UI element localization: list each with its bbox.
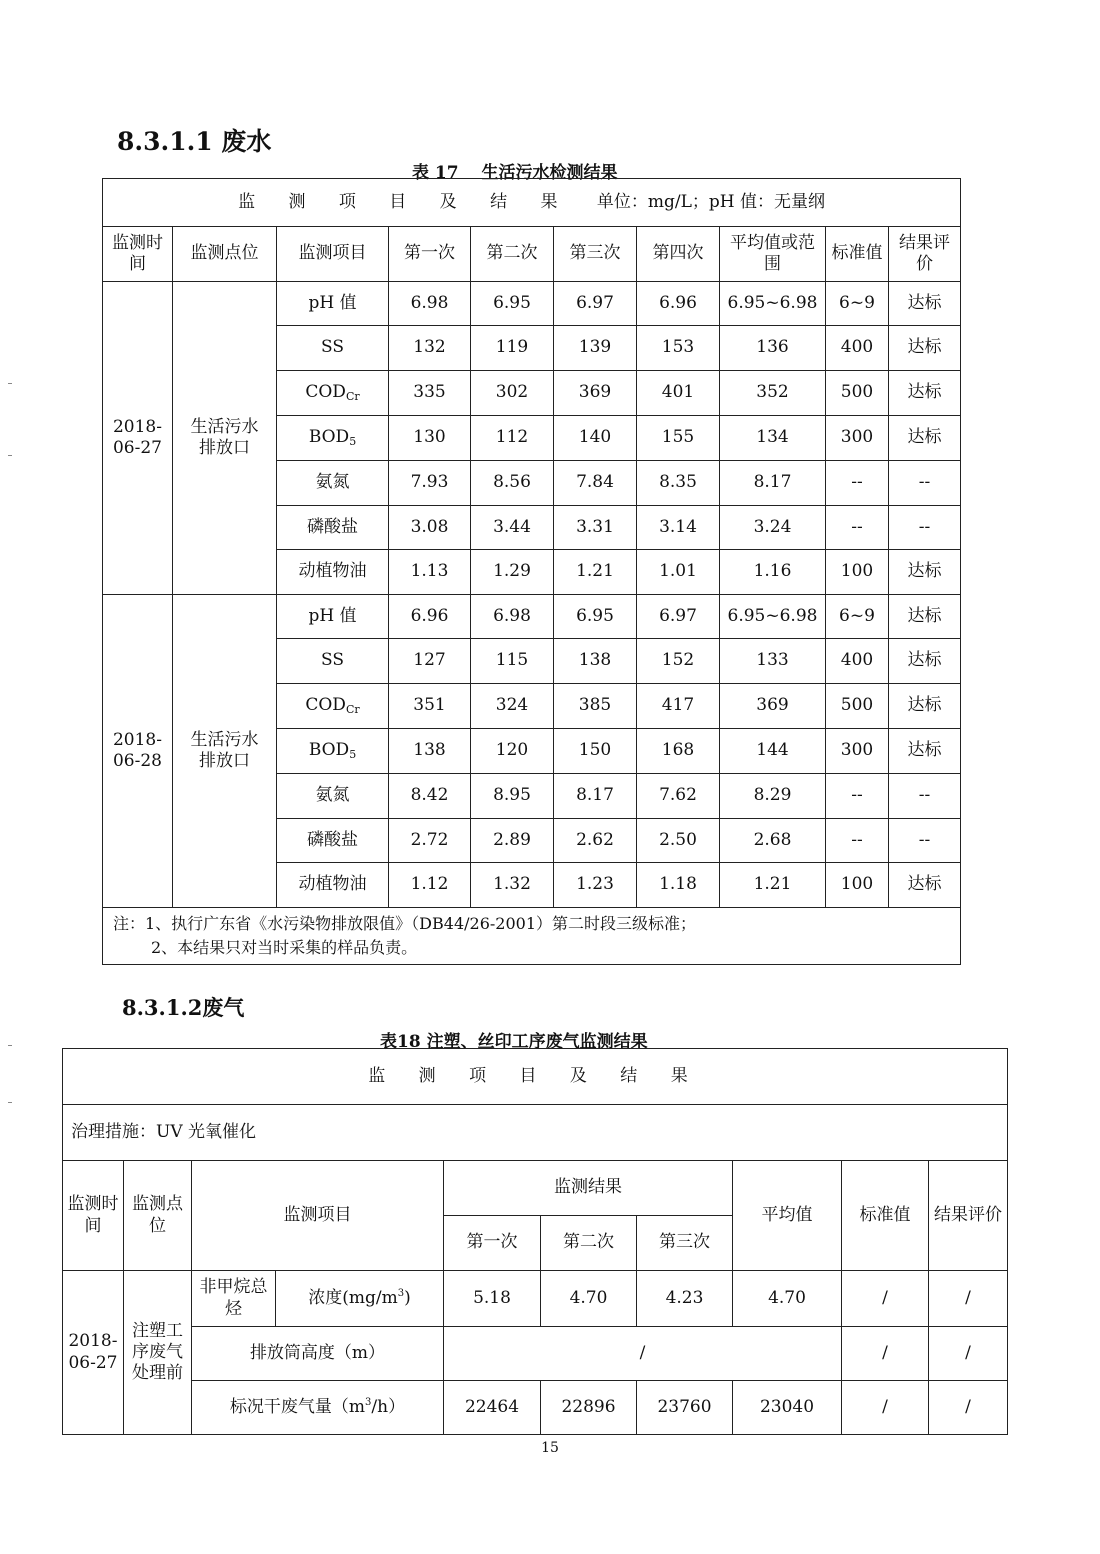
cell-item [277,550,389,595]
cell-evaluation: 达标 [889,326,961,371]
scan-mark [8,1045,12,1046]
cell-first: 351 [389,684,471,729]
table17-header-row [103,179,961,227]
cell-first: 138 [389,729,471,774]
cell-date: 2018-06-27 [63,1271,124,1435]
item-subscript: Cr [345,390,360,404]
cell-conc-average: 4.70 [733,1271,842,1327]
cell-flow-label [192,1381,444,1435]
cell-evaluation: 达标 [889,416,961,461]
col-header-point: 监测点位 [124,1161,192,1271]
cell-third: 3.31 [554,506,637,550]
cell-flow-evaluation: / [929,1381,1008,1435]
col-header-average: 平均值或范围 [720,227,826,282]
cell-evaluation: 达标 [889,863,961,908]
cell-average: 352 [720,371,826,416]
item-name: BOD [308,740,350,761]
cell-third: 1.23 [554,863,637,908]
cell-item [277,371,389,416]
cell-evaluation: 达标 [889,684,961,729]
cell-standard: 6~9 [826,282,889,326]
col-header-item: 监测项目 [277,227,389,282]
col-header-evaluation: 结果评价 [889,227,961,282]
cell-standard: -- [826,506,889,550]
col-header-average: 平均值 [733,1161,842,1271]
col-header-point: 监测点位 [173,227,277,282]
cell-average: 134 [720,416,826,461]
cell-fourth: 3.14 [637,506,720,550]
section-heading-exhaust-gas: 8.3.1.2废气 [122,995,245,1020]
col-header-first: 第一次 [444,1216,541,1271]
cell-third: 2.62 [554,819,637,863]
scan-mark [8,383,12,384]
cell-standard: -- [826,461,889,506]
note-line-1: 注：1、执行广东省《水污染物排放限值》（DB44/26-2001）第二时段三级标准； [113,914,697,933]
cell-second: 8.95 [471,774,554,819]
cell-average: 2.68 [720,819,826,863]
cell-item [277,506,389,550]
concentration-label-text: 浓度(mg/m [308,1287,398,1308]
cell-fourth: 2.50 [637,819,720,863]
cell-fourth: 6.97 [637,595,720,639]
cell-evaluation: -- [889,506,961,550]
col-header-first: 第一次 [389,227,471,282]
col-header-second: 第二次 [471,227,554,282]
cell-third: 140 [554,416,637,461]
cell-flow-second: 22896 [541,1381,637,1435]
cell-item [277,416,389,461]
cell-third: 150 [554,729,637,774]
section-heading-wastewater: 8.3.1.1 废水 [117,127,272,156]
cell-evaluation: 达标 [889,371,961,416]
cell-first: 130 [389,416,471,461]
cell-item [277,595,389,639]
cell-item [277,639,389,684]
cell-point: 生活污水排放口 [173,282,277,595]
cell-third: 1.21 [554,550,637,595]
item-subscript: Cr [345,703,360,717]
cell-standard: 300 [826,416,889,461]
table18-row-stack-height [63,1327,1008,1381]
cell-average: 1.21 [720,863,826,908]
item-subscript: 5 [349,748,357,762]
cell-fourth: 7.62 [637,774,720,819]
cell-third: 6.95 [554,595,637,639]
cell-flow-third: 23760 [637,1381,733,1435]
cell-average: 1.16 [720,550,826,595]
cell-first: 1.12 [389,863,471,908]
cell-item [277,774,389,819]
cell-flow-standard: / [842,1381,929,1435]
cell-first: 1.13 [389,550,471,595]
cell-fourth: 152 [637,639,720,684]
cell-third: 8.17 [554,774,637,819]
cell-standard: -- [826,819,889,863]
item-name: 磷酸盐 [307,516,358,537]
cell-height-value: / [444,1327,842,1381]
cell-third: 6.97 [554,282,637,326]
table17-note-row [103,908,961,965]
scan-mark [8,1102,12,1103]
cell-standard: 400 [826,639,889,684]
table17-unit-label: 单位：mg/L；pH 值：无量纲 [596,191,826,212]
cell-conc-evaluation: / [929,1271,1008,1327]
cell-second: 302 [471,371,554,416]
cell-second: 2.89 [471,819,554,863]
cell-second: 119 [471,326,554,371]
table17-note [103,908,961,965]
table17-body [103,282,961,908]
cell-standard: 500 [826,684,889,729]
item-name: SS [321,337,344,358]
cell-nmhc: 非甲烷总烃 [192,1271,276,1327]
page-number: 15 [541,1440,559,1456]
flow-label-text: 标况干废气量（m [229,1396,366,1417]
cell-first: 132 [389,326,471,371]
col-header-results: 监测结果 [444,1161,733,1216]
cell-standard: 500 [826,371,889,416]
cell-item [277,282,389,326]
cell-evaluation: 达标 [889,282,961,326]
cell-item [277,819,389,863]
col-header-third: 第三次 [637,1216,733,1271]
cell-second: 1.32 [471,863,554,908]
cell-standard: 100 [826,863,889,908]
cell-point: 注塑工序废气处理前 [124,1271,192,1435]
table18-treatment: 治理措施：UV 光氧催化 [63,1105,1008,1161]
cell-average: 6.95~6.98 [720,595,826,639]
cell-first: 335 [389,371,471,416]
cell-average: 369 [720,684,826,729]
cell-second: 3.44 [471,506,554,550]
flow-label-close: /h） [371,1396,406,1417]
cell-third: 138 [554,639,637,684]
item-name: COD [305,382,346,403]
item-name: pH 值 [308,605,357,626]
cell-item [277,461,389,506]
table18-row-concentration [63,1271,1008,1327]
cell-conc-standard: / [842,1271,929,1327]
col-header-evaluation: 结果评价 [929,1161,1008,1271]
cell-fourth: 417 [637,684,720,729]
cell-fourth: 6.96 [637,282,720,326]
cell-date: 2018-06-27 [103,282,173,595]
cell-flow-first: 22464 [444,1381,541,1435]
col-header-second: 第二次 [541,1216,637,1271]
item-subscript: 5 [349,435,357,449]
item-name: BOD [308,427,350,448]
cell-second: 1.29 [471,550,554,595]
cell-first: 3.08 [389,506,471,550]
item-name: pH 值 [308,292,357,313]
cell-flow-average: 23040 [733,1381,842,1435]
table18-caption: 表18 注塑、丝印工序废气监测结果 [380,1032,648,1052]
table-row [103,282,961,326]
cell-first: 6.96 [389,595,471,639]
note-line-2: 2、本结果只对当时采集的样品负责。 [151,938,418,957]
item-name: 动植物油 [298,561,367,582]
cell-second: 112 [471,416,554,461]
cell-concentration-label [276,1271,444,1327]
scan-mark [8,455,12,456]
cell-average: 144 [720,729,826,774]
cell-average: 136 [720,326,826,371]
cell-second: 324 [471,684,554,729]
cell-fourth: 168 [637,729,720,774]
cell-date: 2018-06-28 [103,595,173,908]
cell-standard: -- [826,774,889,819]
table18-header: 监 测 项 目 及 结 果 [63,1049,1008,1105]
cell-fourth: 153 [637,326,720,371]
table18-column-header-row-1 [63,1161,1008,1216]
col-header-item: 监测项目 [192,1161,444,1271]
cell-evaluation: -- [889,819,961,863]
cell-fourth: 1.01 [637,550,720,595]
cell-first: 8.42 [389,774,471,819]
cell-third: 7.84 [554,461,637,506]
col-header-time: 监测时间 [103,227,173,282]
item-name: SS [321,650,344,671]
cell-conc-first: 5.18 [444,1271,541,1327]
item-name: 氨氮 [315,472,350,493]
cell-evaluation: 达标 [889,550,961,595]
cell-height-label: 排放筒高度（m） [192,1327,444,1381]
table17-header [103,179,961,227]
cell-second: 120 [471,729,554,774]
table17-column-header-row [103,227,961,282]
cell-evaluation: 达标 [889,639,961,684]
cell-item [277,684,389,729]
cell-height-evaluation: / [929,1327,1008,1381]
item-name: 动植物油 [298,874,367,895]
item-name: 氨氮 [315,785,350,806]
cell-fourth: 8.35 [637,461,720,506]
table17-header-label: 监 测 项 目 及 结 果 [238,191,572,212]
cell-second: 115 [471,639,554,684]
cell-standard: 100 [826,550,889,595]
cell-average: 6.95~6.98 [720,282,826,326]
concentration-label-close: ) [404,1287,411,1308]
cell-second: 6.95 [471,282,554,326]
cell-conc-third: 4.23 [637,1271,733,1327]
cell-point: 生活污水排放口 [173,595,277,908]
cell-item [277,729,389,774]
cell-average: 8.29 [720,774,826,819]
cell-fourth: 155 [637,416,720,461]
cell-first: 6.98 [389,282,471,326]
cell-evaluation: -- [889,461,961,506]
col-header-fourth: 第四次 [637,227,720,282]
item-name: COD [305,695,346,716]
cell-average: 3.24 [720,506,826,550]
cell-standard: 6~9 [826,595,889,639]
flow-unit-sup: 3 [365,1396,372,1408]
cell-conc-second: 4.70 [541,1271,637,1327]
table18-treatment-row [63,1105,1008,1161]
cell-fourth: 401 [637,371,720,416]
cell-first: 2.72 [389,819,471,863]
cell-third: 369 [554,371,637,416]
cell-standard: 400 [826,326,889,371]
table-row [103,595,961,639]
item-name: 磷酸盐 [307,829,358,850]
table17-caption: 表 17 生活污水检测结果 [412,163,618,183]
cell-average: 8.17 [720,461,826,506]
col-header-standard: 标准值 [842,1161,929,1271]
cell-height-standard: / [842,1327,929,1381]
cell-second: 6.98 [471,595,554,639]
cell-third: 139 [554,326,637,371]
col-header-standard: 标准值 [826,227,889,282]
cell-standard: 300 [826,729,889,774]
table17 [102,178,961,965]
cell-evaluation: 达标 [889,729,961,774]
col-header-third: 第三次 [554,227,637,282]
table18-header-row [63,1049,1008,1105]
cell-average: 133 [720,639,826,684]
cell-item [277,326,389,371]
table18-row-flow [63,1381,1008,1435]
cell-third: 385 [554,684,637,729]
col-header-time: 监测时间 [63,1161,124,1271]
cell-second: 8.56 [471,461,554,506]
concentration-unit-sup: 3 [397,1287,405,1299]
cell-first: 127 [389,639,471,684]
cell-item [277,863,389,908]
cell-first: 7.93 [389,461,471,506]
table18 [62,1048,1008,1435]
cell-evaluation: 达标 [889,595,961,639]
cell-fourth: 1.18 [637,863,720,908]
cell-evaluation: -- [889,774,961,819]
